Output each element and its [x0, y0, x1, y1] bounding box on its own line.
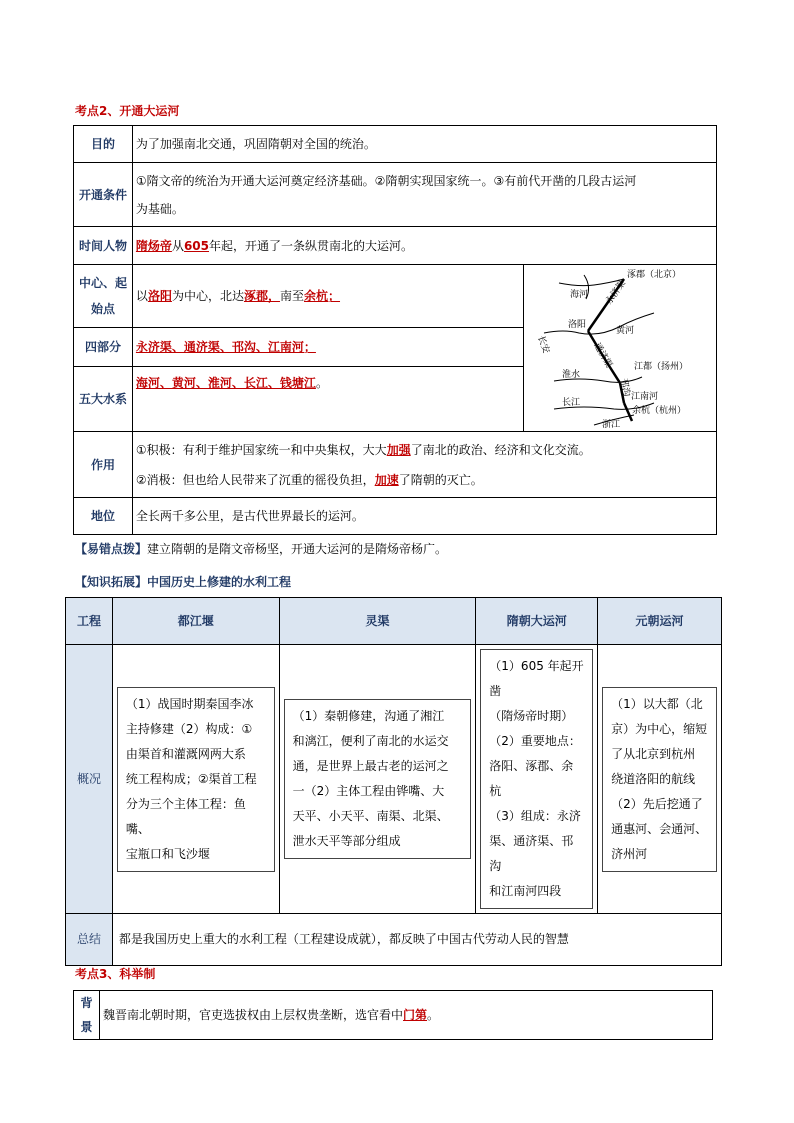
overview-line: 统工程构成；②渠首工程: [125, 771, 257, 786]
cell-lingqu: [279, 645, 476, 914]
map-label-jiangdu: 江都（扬州）: [633, 362, 688, 372]
map-label-haihe: 海河: [569, 290, 588, 300]
dujiangyan-box: [117, 687, 275, 872]
text-part: 魏晋南北朝时期，官吏选拔权由上层权贵垄断，选官看中: [103, 1008, 404, 1022]
section-title-2: 考点2、开通大运河: [75, 104, 180, 118]
overview-line: 一（2）主体工程由铧嘴、大: [292, 784, 445, 798]
conditions-line-2: 为基础。: [135, 201, 184, 216]
text-part: 了隋朝的灭亡。: [398, 472, 483, 487]
cell-sui-canal: [476, 645, 598, 914]
text-part: 从: [171, 238, 184, 253]
yuhang: 余杭；: [304, 289, 341, 304]
label-purpose: 目的: [74, 126, 133, 163]
effect-text: [132, 432, 716, 498]
four-parts-value: 永济渠、通济渠、邗沟、江南河；: [135, 339, 316, 354]
map-label-zhejiang: 浙江: [601, 420, 620, 430]
cell-dujiangyan: [112, 645, 279, 914]
map-label-luoyang: 洛阳: [567, 320, 586, 330]
label-center-line-1: 中心、起: [78, 276, 127, 291]
lingqu-box: [284, 699, 472, 859]
map-label-yongji: 永济渠: [604, 278, 628, 307]
map-label-huaishui: 淮水: [561, 370, 580, 380]
water-systems-text: [132, 366, 523, 431]
haihe-river: [559, 279, 624, 286]
emperor-name: 隋炀帝: [135, 238, 172, 253]
overview-line: 和江南河四段: [489, 884, 562, 898]
overview-line: （1）以大都（北: [611, 696, 703, 711]
overview-line: 了从北京到杭州: [611, 746, 696, 761]
tip-text: 建立隋朝的是隋文帝杨坚，开通大运河的是隋炀帝杨广。: [147, 542, 448, 556]
overview-line: （1）605 年起开凿: [489, 659, 584, 698]
keyword-accelerate: 加速: [374, 472, 399, 487]
year-605: 605: [183, 238, 210, 253]
overview-line: 由渠首和灌溉网两大系: [125, 746, 246, 761]
label-background: 背景: [74, 991, 100, 1040]
status-text: 全长两千多公里，是古代世界最长的运河。: [132, 498, 716, 535]
header-yuan-canal: 元朝运河: [598, 598, 722, 645]
sui-canal-box: [480, 649, 593, 909]
center-text: [132, 265, 523, 328]
overview-line: 洛阳、涿郡、余杭: [489, 759, 574, 798]
zhuojun: 涿郡，: [243, 289, 280, 304]
overview-line: （2）先后挖通了: [611, 796, 703, 811]
text-part: ②消极：但也给人民带来了沉重的徭役负担，: [135, 472, 375, 487]
label-center-line-2: 始点: [90, 302, 115, 317]
overview-line: 京）为中心，缩短: [611, 721, 708, 736]
overview-line: 主持修建（2）构成：①: [125, 721, 253, 736]
overview-line: 分为三个主体工程：鱼嘴、: [125, 796, 246, 836]
header-sui-canal: 隋朝大运河: [476, 598, 598, 645]
header-project: 工程: [66, 598, 113, 645]
effect-negative: [136, 465, 713, 495]
overview-line: （1）秦朝修建，沟通了湘江: [292, 709, 445, 723]
text-part: 了南北的政治、经济和文化交流。: [410, 442, 591, 457]
background-text: [100, 991, 713, 1040]
extension-heading: [75, 573, 291, 590]
conditions-text: [132, 163, 716, 227]
header-lingqu: 灵渠: [279, 598, 476, 645]
jiangnan-canal: [624, 403, 632, 421]
overview-line: （1）战国时期秦国李冰: [125, 696, 254, 711]
conditions-line-1: ①隋文帝的统治为开通大运河奠定经济基础。②隋朝实现国家统一。③有前代开凿的几段古运河: [135, 173, 637, 188]
extension-title: 中国历史上修建的水利工程: [147, 575, 292, 589]
text-part: 年起，开通了一条纵贯南北的大运河。: [209, 238, 414, 253]
overview-line: 绕道洛阳的航线: [611, 771, 696, 786]
map-label-yuhang: 余杭（杭州）: [631, 406, 686, 416]
label-time-person: 时间人物: [74, 227, 133, 265]
overview-line: 和漓江，便利了南北的水运交: [292, 734, 449, 748]
map-label-huanghe: 黄河: [615, 326, 634, 336]
header-dujiangyan: 都江堰: [112, 598, 279, 645]
exam-system-table: [73, 990, 713, 1040]
map-label-changjiang: 长江: [561, 398, 580, 408]
yuan-canal-box: [602, 687, 717, 872]
purpose-text: 为了加强南北交通，巩固隋朝对全国的统治。: [132, 126, 716, 163]
text-part: 以: [135, 289, 148, 304]
cell-yuan-canal: [598, 645, 722, 914]
overview-line: 通，是世界上最古老的运河之: [292, 759, 449, 773]
canal-map-svg: [524, 265, 714, 431]
water-projects-table: [65, 597, 722, 966]
overview-line: 通惠河、会通河、: [611, 821, 708, 836]
tip-note: [75, 540, 447, 557]
extension-label: 【知识拓展】: [75, 575, 148, 589]
four-parts-text: [132, 328, 523, 366]
label-center: [74, 265, 133, 328]
overview-line: 泄水天平等部分组成: [292, 834, 401, 848]
canal-table: [73, 125, 717, 535]
overview-line: （隋炀帝时期）: [489, 709, 574, 723]
overview-line: （3）组成：永济: [489, 809, 581, 823]
water-systems-value: 海河、黄河、淮河、长江、钱塘江: [135, 375, 316, 390]
text-part: 南至: [279, 289, 304, 304]
overview-line: 宝瓶口和飞沙堰: [125, 846, 210, 861]
effect-positive: [136, 435, 713, 465]
label-summary: 总结: [66, 914, 113, 966]
luoyang: 洛阳: [147, 289, 172, 304]
text-part: 为中心，北达: [171, 289, 244, 304]
overview-line: 济州河: [611, 846, 648, 861]
keyword-strengthen: 加强: [386, 442, 411, 457]
map-label-zhuojun: 涿郡（北京）: [626, 270, 681, 280]
overview-line: 天平、小天平、南渠、北渠、: [292, 809, 449, 823]
keyword-family-status: 门第: [403, 1008, 428, 1022]
label-conditions: 开通条件: [74, 163, 133, 227]
section-title-3: 考点3、科举制: [75, 967, 156, 981]
summary-text: 都是我国历史上重大的水利工程（工程建设成就），都反映了中国古代劳动人民的智慧: [112, 914, 721, 966]
overview-line: （2）重要地点：: [489, 734, 581, 748]
text-part: ①积极：有利于维护国家统一和中央集权，大大: [135, 442, 387, 457]
label-effect: 作用: [74, 432, 133, 498]
label-status: 地位: [74, 498, 133, 535]
text-part: 。: [427, 1008, 440, 1022]
time-person-text: [132, 227, 716, 265]
canal-map: [523, 265, 716, 432]
text-part: 。: [315, 375, 328, 390]
label-four-parts: 四部分: [74, 328, 133, 366]
tip-label: 【易错点拨】: [75, 542, 148, 556]
map-label-hangou: 邗沟: [618, 377, 632, 398]
map-label-changan: 长安: [535, 334, 551, 355]
map-label-jiangnan: 江南河: [630, 392, 658, 402]
label-overview: 概况: [66, 645, 113, 914]
map-label-tongji: 通济渠: [591, 341, 614, 370]
label-water-systems: 五大水系: [74, 366, 133, 431]
overview-line: 渠、通济渠、邗沟: [489, 834, 574, 873]
